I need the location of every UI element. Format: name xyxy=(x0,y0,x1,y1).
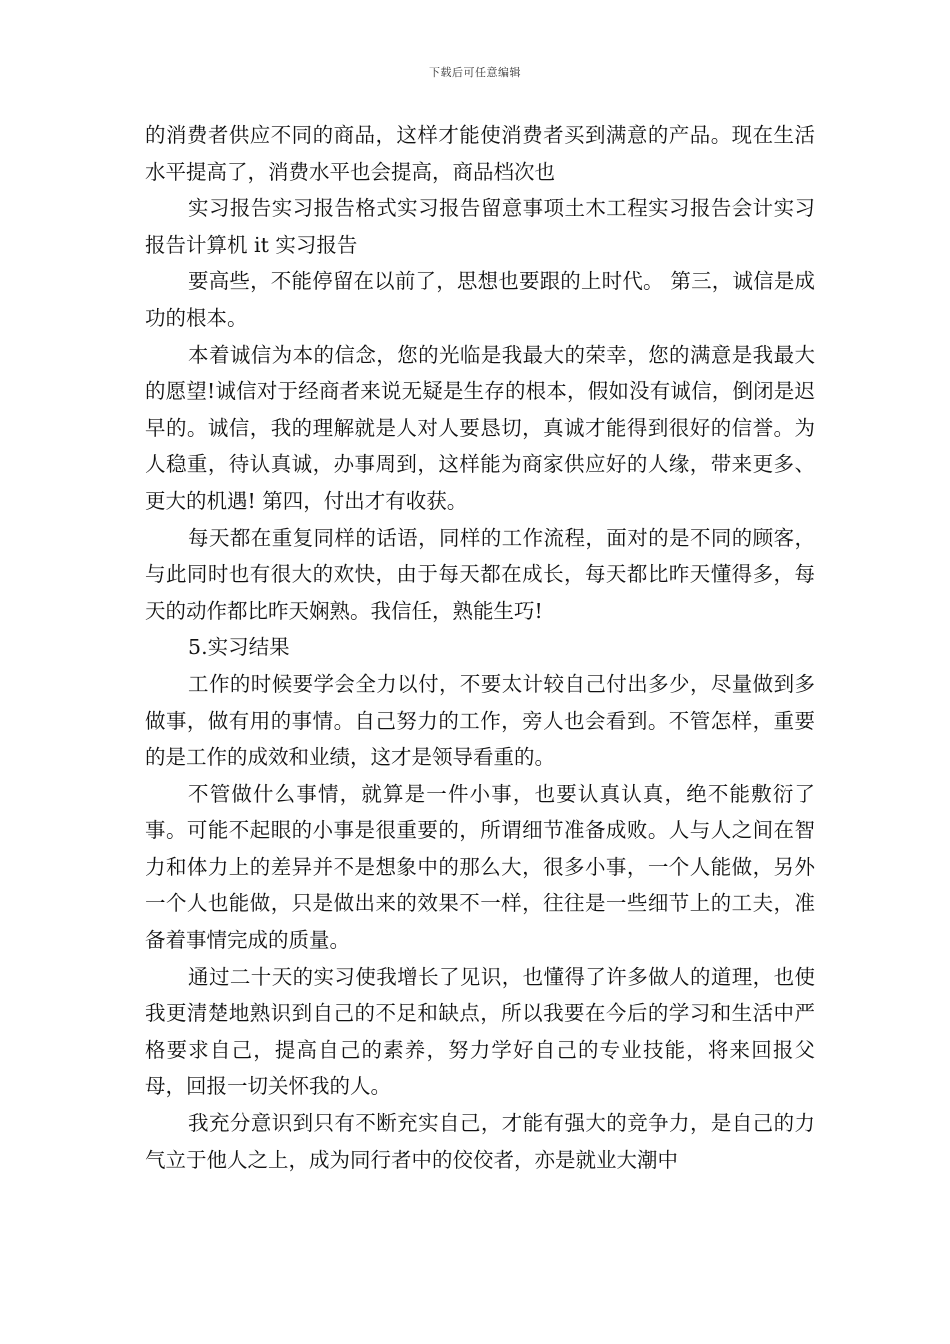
page-header-note: 下载后可任意编辑 xyxy=(429,66,521,79)
paragraph: 我充分意识到只有不断充实自己，才能有强大的竞争力，是自己的力气立于他人之上，成为同行者中的佼佼者，亦是就业大潮中 xyxy=(145,1111,815,1172)
document-body xyxy=(145,117,815,1178)
paragraph: 的消费者供应不同的商品，这样才能使消费者买到满意的产品。现在生活水平提高了，消费水平也会提高，商品档次也 xyxy=(145,123,815,184)
paragraph: 要高些，不能停留在以前了，思想也要跟的上时代。 第三，诚信是成功的根本。 xyxy=(145,269,815,330)
paragraph: 每天都在重复同样的话语，同样的工作流程，面对的是不同的顾客，与此同时也有很大的欢快，由于每天都在成长，每天都比昨天懂得多，每天的动作都比昨天娴熟。我信任，熟能生巧! xyxy=(145,525,815,623)
paragraph: 不管做什么事情，就算是一件小事，也要认真认真，绝不能敷衍了事。可能不起眼的小事是很重要的，所谓细节准备成败。人与人之间在智力和体力上的差异并不是想象中的那么大，很多小事，一个人能做，另外一个人也能做，只是做出来的效果不一样，往往是一些细节上的工夫，准备着事情完成的质量。 xyxy=(145,781,815,953)
paragraph: 通过二十天的实习使我增长了见识，也懂得了许多做人的道理，也使我更清楚地熟识到自己的不足和缺点，所以我要在今后的学习和生活中严格要求自己，提高自己的素养，努力学好自己的专业技能，将来回报父母，回报一切关怀我的人。 xyxy=(145,964,815,1099)
paragraph: 本着诚信为本的信念，您的光临是我最大的荣幸，您的满意是我最大的愿望!诚信对于经商者来说无疑是生存的根本，假如没有诚信，倒闭是迟早的。诚信，我的理解就是人对人要恳切，真诚才能得到很好的信誉。为人稳重，待认真诚，办事周到，这样能为商家供应好的人缘，带来更多、更大的机遇! 第四，付出才有收获。 xyxy=(145,342,815,513)
paragraph: 工作的时候要学会全力以付，不要太计较自己付出多少，尽量做到多做事，做有用的事情。自己努力的工作，旁人也会看到。不管怎样，重要的是工作的成效和业绩，这才是领导看重的。 xyxy=(145,671,815,770)
section-heading: 5.实习结果 xyxy=(188,635,290,660)
paragraph: 实习报告实习报告格式实习报告留意事项土木工程实习报告会计实习报告计算机 it 实习报告 xyxy=(145,196,815,257)
